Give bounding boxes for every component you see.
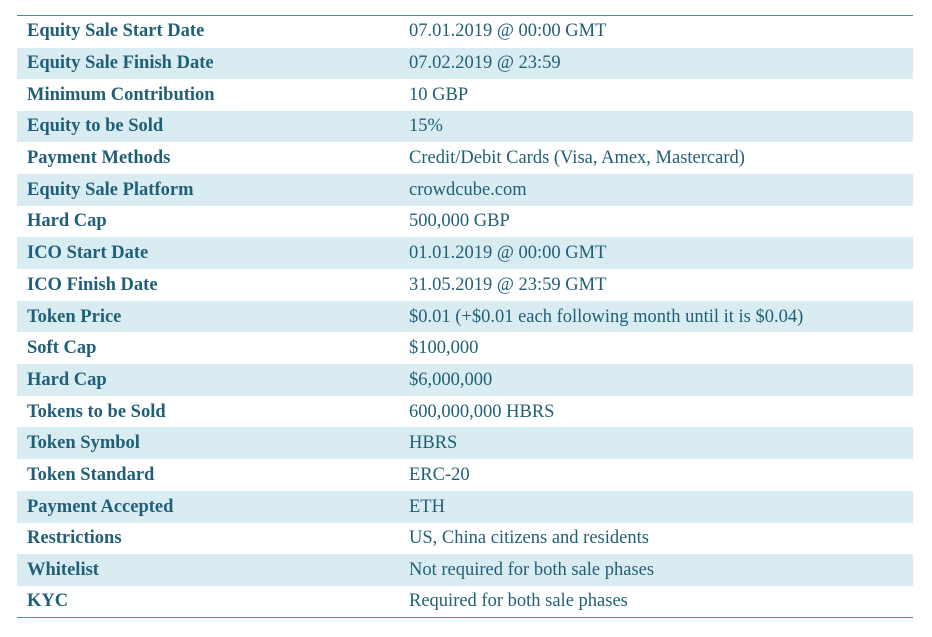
row-label: Hard Cap [17, 364, 399, 396]
table-row [17, 332, 913, 364]
row-label: KYC [27, 591, 69, 612]
table-row [17, 586, 913, 618]
row-value: 01.01.2019 @ 00:00 GMT [399, 237, 913, 269]
table-row [17, 554, 913, 586]
row-value: HBRS [399, 427, 913, 459]
row-value: 10 GBP [409, 84, 469, 105]
row-value: 31.05.2019 @ 23:59 GMT [409, 274, 607, 295]
row-label: ICO Finish Date [27, 274, 158, 295]
row-label: ICO Start Date [17, 237, 399, 269]
table-row [17, 269, 913, 301]
row-label: Equity Sale Start Date [17, 16, 399, 48]
row-label: Restrictions [27, 528, 122, 549]
row-value: $6,000,000 [399, 364, 913, 396]
table-row [17, 396, 913, 428]
row-value: 07.01.2019 @ 00:00 GMT [399, 16, 913, 48]
row-value: $100,000 [409, 338, 479, 359]
row-value: Credit/Debit Cards (Visa, Amex, Mastercard) [409, 148, 745, 169]
table-row [17, 237, 913, 269]
row-label: Token Standard [27, 464, 155, 485]
row-label: Tokens to be Sold [27, 401, 166, 422]
row-value: US, China citizens and residents [409, 528, 649, 549]
row-label: Token Symbol [17, 427, 399, 459]
table-row [17, 142, 913, 174]
row-value: crowdcube.com [399, 174, 913, 206]
table-row [17, 16, 913, 48]
row-value: Not required for both sale phases [399, 554, 913, 586]
row-value: 07.02.2019 @ 23:59 [399, 47, 913, 79]
table-row [17, 111, 913, 143]
row-value: Required for both sale phases [409, 591, 628, 612]
table-row [17, 491, 913, 523]
table-row [17, 301, 913, 333]
row-value: $0.01 (+$0.01 each following month until it is $0.04) [399, 301, 913, 333]
row-label: Equity Sale Platform [17, 174, 399, 206]
row-label: Equity Sale Finish Date [17, 47, 399, 79]
row-value: ETH [399, 491, 913, 523]
table-row [17, 174, 913, 206]
table-row [17, 206, 913, 238]
row-label: Hard Cap [27, 211, 107, 232]
row-value: 600,000,000 HBRS [409, 401, 555, 422]
row-label: Whitelist [17, 554, 399, 586]
sale-details-table-wrapper [17, 15, 913, 618]
row-label: Payment Methods [27, 148, 171, 169]
row-label: Token Price [17, 301, 399, 333]
table-row [17, 523, 913, 555]
row-label: Equity to be Sold [17, 111, 399, 143]
sale-details-table [17, 15, 913, 618]
row-label: Minimum Contribution [27, 84, 215, 105]
table-row [17, 427, 913, 459]
table-row [17, 79, 913, 111]
table-row [17, 364, 913, 396]
row-label: Soft Cap [27, 338, 97, 359]
table-row [17, 459, 913, 491]
row-label: Payment Accepted [17, 491, 399, 523]
row-value: 500,000 GBP [409, 211, 510, 232]
table-row [17, 47, 913, 79]
row-value: ERC-20 [409, 464, 470, 485]
row-value: 15% [399, 111, 913, 143]
